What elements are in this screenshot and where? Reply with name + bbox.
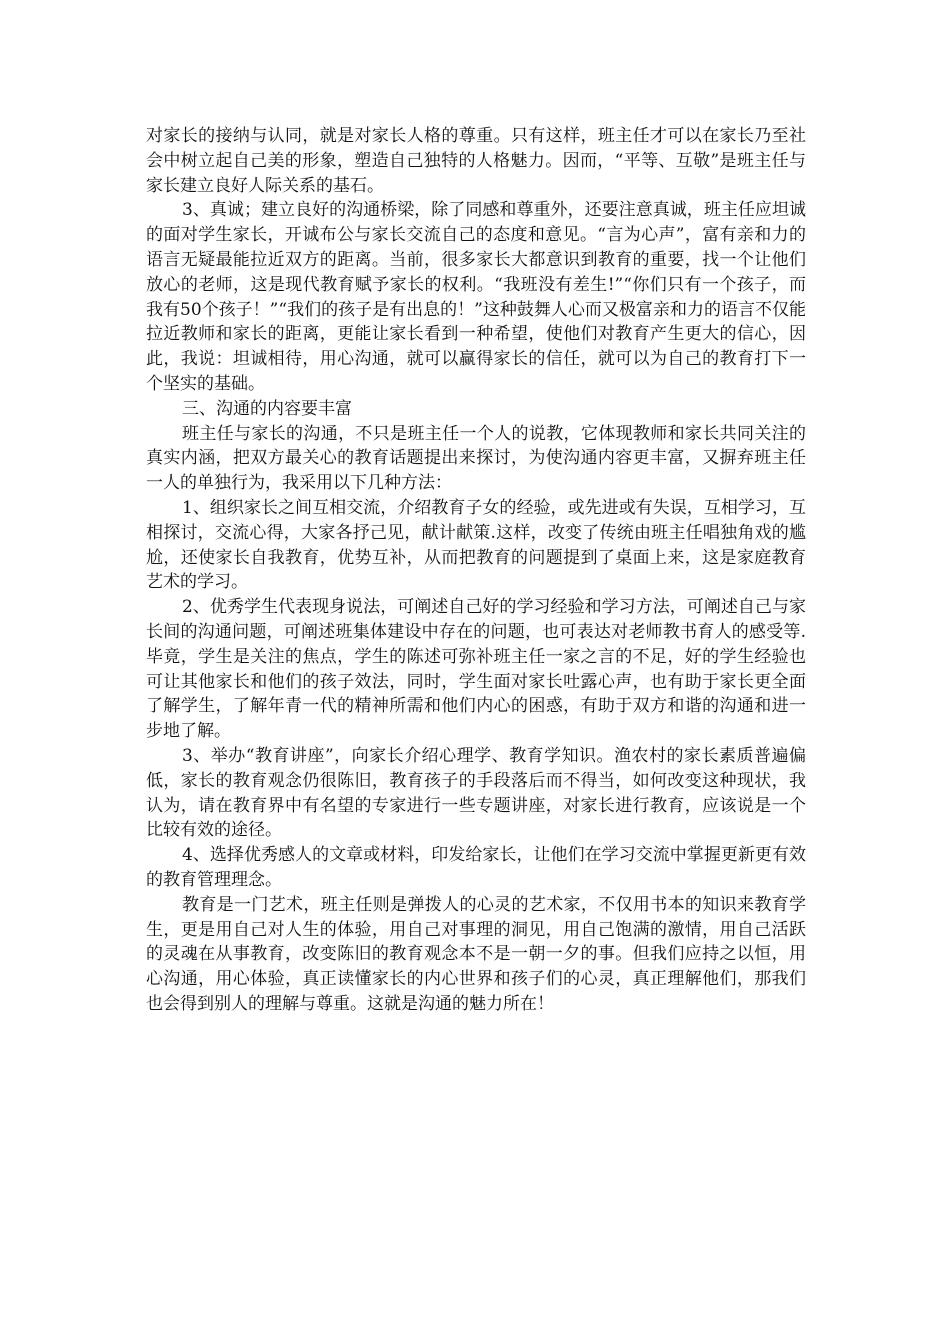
paragraph-communication-intro: 班主任与家长的沟通，不只是班主任一个人的说教，它体现教师和家长共同关注的真实内涵，把双方最关心的教育话题提出来探讨，为使沟通内容更丰富，又摒弃班主任一人的单独行为，我采用以下几种方法： [146,423,806,494]
paragraph-method-1: 1、组织家长之间互相交流，介绍教育子女的经验，或先进或有失误，互相学习，互相探讨，交流心得，大家各抒己见，献计献策.这样，改变了传统由班主任唱独角戏的尴尬，还使家长自我教育，优势互补，从而把教育的问题提到了桌面上来，这是家庭教育艺术的学习。 [146,497,806,593]
paragraph-respect-conclusion: 对家长的接纳与认同，就是对家长人格的尊重。只有这样，班主任才可以在家长乃至社会中树立起自己美的形象，塑造自己独特的人格魅力。因而，“平等、互敬”是班主任与家长建立良好人际关系的基石。 [146,126,806,196]
paragraph-method-3: 3、举办“教育讲座”，向家长介绍心理学、教育学知识。渔农村的家长素质普遍偏低，家长的教育观念仍很陈旧，教育孩子的手段落后而不得当，如何改变这种现状，我认为，请在教育界中有名望的专家进行一些专题讲座，对家长进行教育，应该说是一个比较有效的途径。 [146,745,806,841]
document-body [146,124,806,1017]
paragraph-sincerity: 3、真诚；建立良好的沟通桥梁，除了同感和尊重外，还要注意真诚，班主任应坦诚的面对学生家长，开诚布公与家长交流自己的态度和意见。“言为心声”，富有亲和力的语言无疑最能拉近双方的距离。当前，很多家长大都意识到教育的重要，找一个让他们放心的老师，这是现代教育赋予家长的权利。“我班没有差生!”“你们只有一个孩子，而我有50个孩子！”“我们的孩子是有出息的！”这种鼓舞人心而又极富亲和力的语言不仅能拉近教师和家长的距离，更能让家长看到一种希望，使他们对教育产生更大的信心，因此，我说：坦诚相待，用心沟通，就可以赢得家长的信任，就可以为自己的教育打下一个坚实的基础。 [146,200,806,394]
paragraph-method-2: 2、优秀学生代表现身说法，可阐述自己好的学习经验和学习方法，可阐述自己与家长间的沟通问题，可阐述班集体建设中存在的问题，也可表达对老师教书育人的感受等.毕竟，学生是关注的焦点，学生的陈述可弥补班主任一家之言的不足，好的学生经验也可让其他家长和他们的孩子效法，同时，学生面对家长吐露心声，也有助于家长更全面了解学生，了解年青一代的精神所需和他们内心的困惑，有助于双方和谐的沟通和进一步地了解。 [146,597,806,742]
section-heading-rich-content: 三、沟通的内容要丰富 [182,398,352,419]
paragraph-conclusion: 教育是一门艺术，班主任则是弹拨人的心灵的艺术家，不仅用书本的知识来教育学生，更是用自己对人生的体验，用自己对事理的洞见，用自己饱满的激情，用自己活跃的灵魂在从事教育，改变陈旧的教育观念本不是一朝一夕的事。但我们应持之以恒，用心沟通，用心体验，真正读懂家长的内心世界和孩子们的心灵，真正理解他们，那我们也会得到别人的理解与尊重。这就是沟通的魅力所在！ [146,894,806,1014]
paragraph-method-4: 4、选择优秀感人的文章或材料，印发给家长，让他们在学习交流中掌握更新更有效的教育管理理念。 [146,845,806,890]
